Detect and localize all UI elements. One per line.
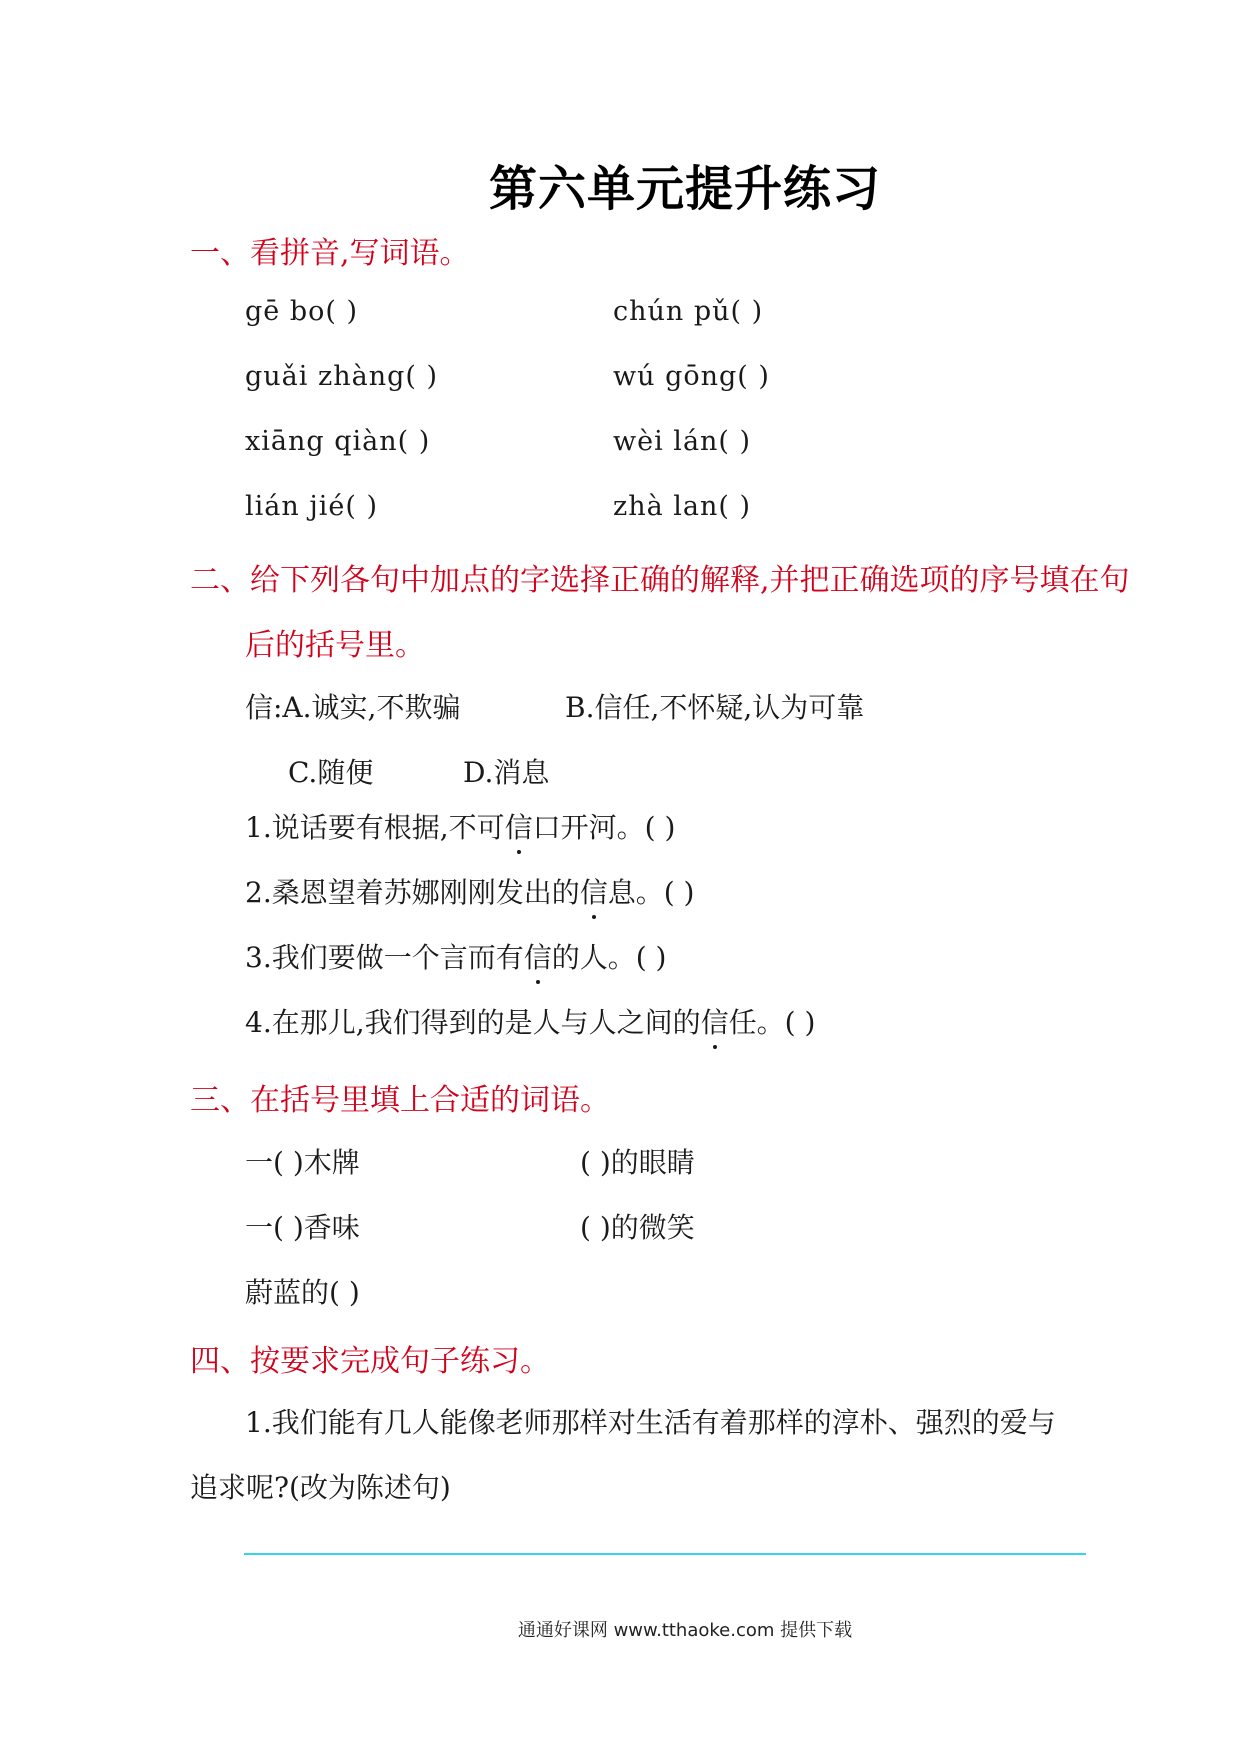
footer-text: 通通好课网 www.tthaoke.com 提供下载 — [517, 1620, 853, 1641]
pinyin-item: gē bo( ) — [245, 296, 359, 327]
option-b: B.信任,不怀疑,认为可靠 — [565, 691, 865, 724]
fill-item: ( )的眼睛 — [580, 1146, 695, 1179]
dotted-char: 信 — [580, 871, 608, 911]
pinyin-item: xiāng qiàn( ) — [245, 426, 431, 457]
pinyin-item: chún pǔ( ) — [613, 296, 764, 327]
page-title: 第六单元提升练习 — [488, 161, 881, 217]
question-text: 的人。( ) — [551, 941, 667, 974]
question-text: 4.在那儿,我们得到的是人与人之间的 — [245, 1006, 701, 1039]
dotted-char: 信 — [524, 936, 552, 976]
pinyin-item: lián jié( ) — [245, 491, 378, 522]
pinyin-item: wèi lán( ) — [613, 426, 752, 457]
question-1 — [245, 806, 675, 846]
fill-item: 一( )香味 — [245, 1211, 360, 1244]
question-text: 息。( ) — [607, 876, 695, 909]
question-text: 3.我们要做一个言而有 — [245, 941, 524, 974]
answer-line[interactable] — [244, 1553, 1086, 1555]
question-text: 口开河。( ) — [532, 811, 676, 844]
question-3 — [245, 936, 666, 976]
section1-heading: 一、看拼音,写词语。 — [190, 236, 470, 271]
sentence-question-line1: 1.我们能有几人能像老师那样对生活有着那样的淳朴、强烈的爱与 — [245, 1406, 1056, 1439]
question-2 — [245, 871, 694, 911]
section3-heading: 三、在括号里填上合适的词语。 — [190, 1083, 610, 1118]
section4-heading: 四、按要求完成句子练习。 — [190, 1344, 550, 1379]
question-text: 1.说话要有根据,不可 — [245, 811, 505, 844]
pinyin-item: guǎi zhàng( ) — [245, 361, 439, 392]
question-text: 2.桑恩望着苏娜刚刚发出的 — [245, 876, 580, 909]
pinyin-item: wú gōng( ) — [613, 361, 770, 392]
question-4 — [245, 1001, 815, 1041]
dotted-char: 信 — [701, 1001, 729, 1041]
pinyin-item: zhà lan( ) — [613, 491, 752, 522]
option-a: 信:A.诚实,不欺骗 — [245, 691, 461, 724]
fill-item: 一( )木牌 — [245, 1146, 360, 1179]
sentence-question-line2: 追求呢?(改为陈述句) — [190, 1471, 451, 1504]
section2-heading-line1: 二、给下列各句中加点的字选择正确的解释,并把正确选项的序号填在句 — [190, 563, 1130, 598]
section2-heading-line2: 后的括号里。 — [245, 628, 425, 663]
fill-item: ( )的微笑 — [580, 1211, 695, 1244]
fill-item: 蔚蓝的( ) — [245, 1276, 360, 1309]
question-text: 任。( ) — [728, 1006, 816, 1039]
option-c: C.随便 — [288, 756, 374, 789]
dotted-char: 信 — [505, 806, 533, 846]
option-d: D.消息 — [463, 756, 550, 789]
